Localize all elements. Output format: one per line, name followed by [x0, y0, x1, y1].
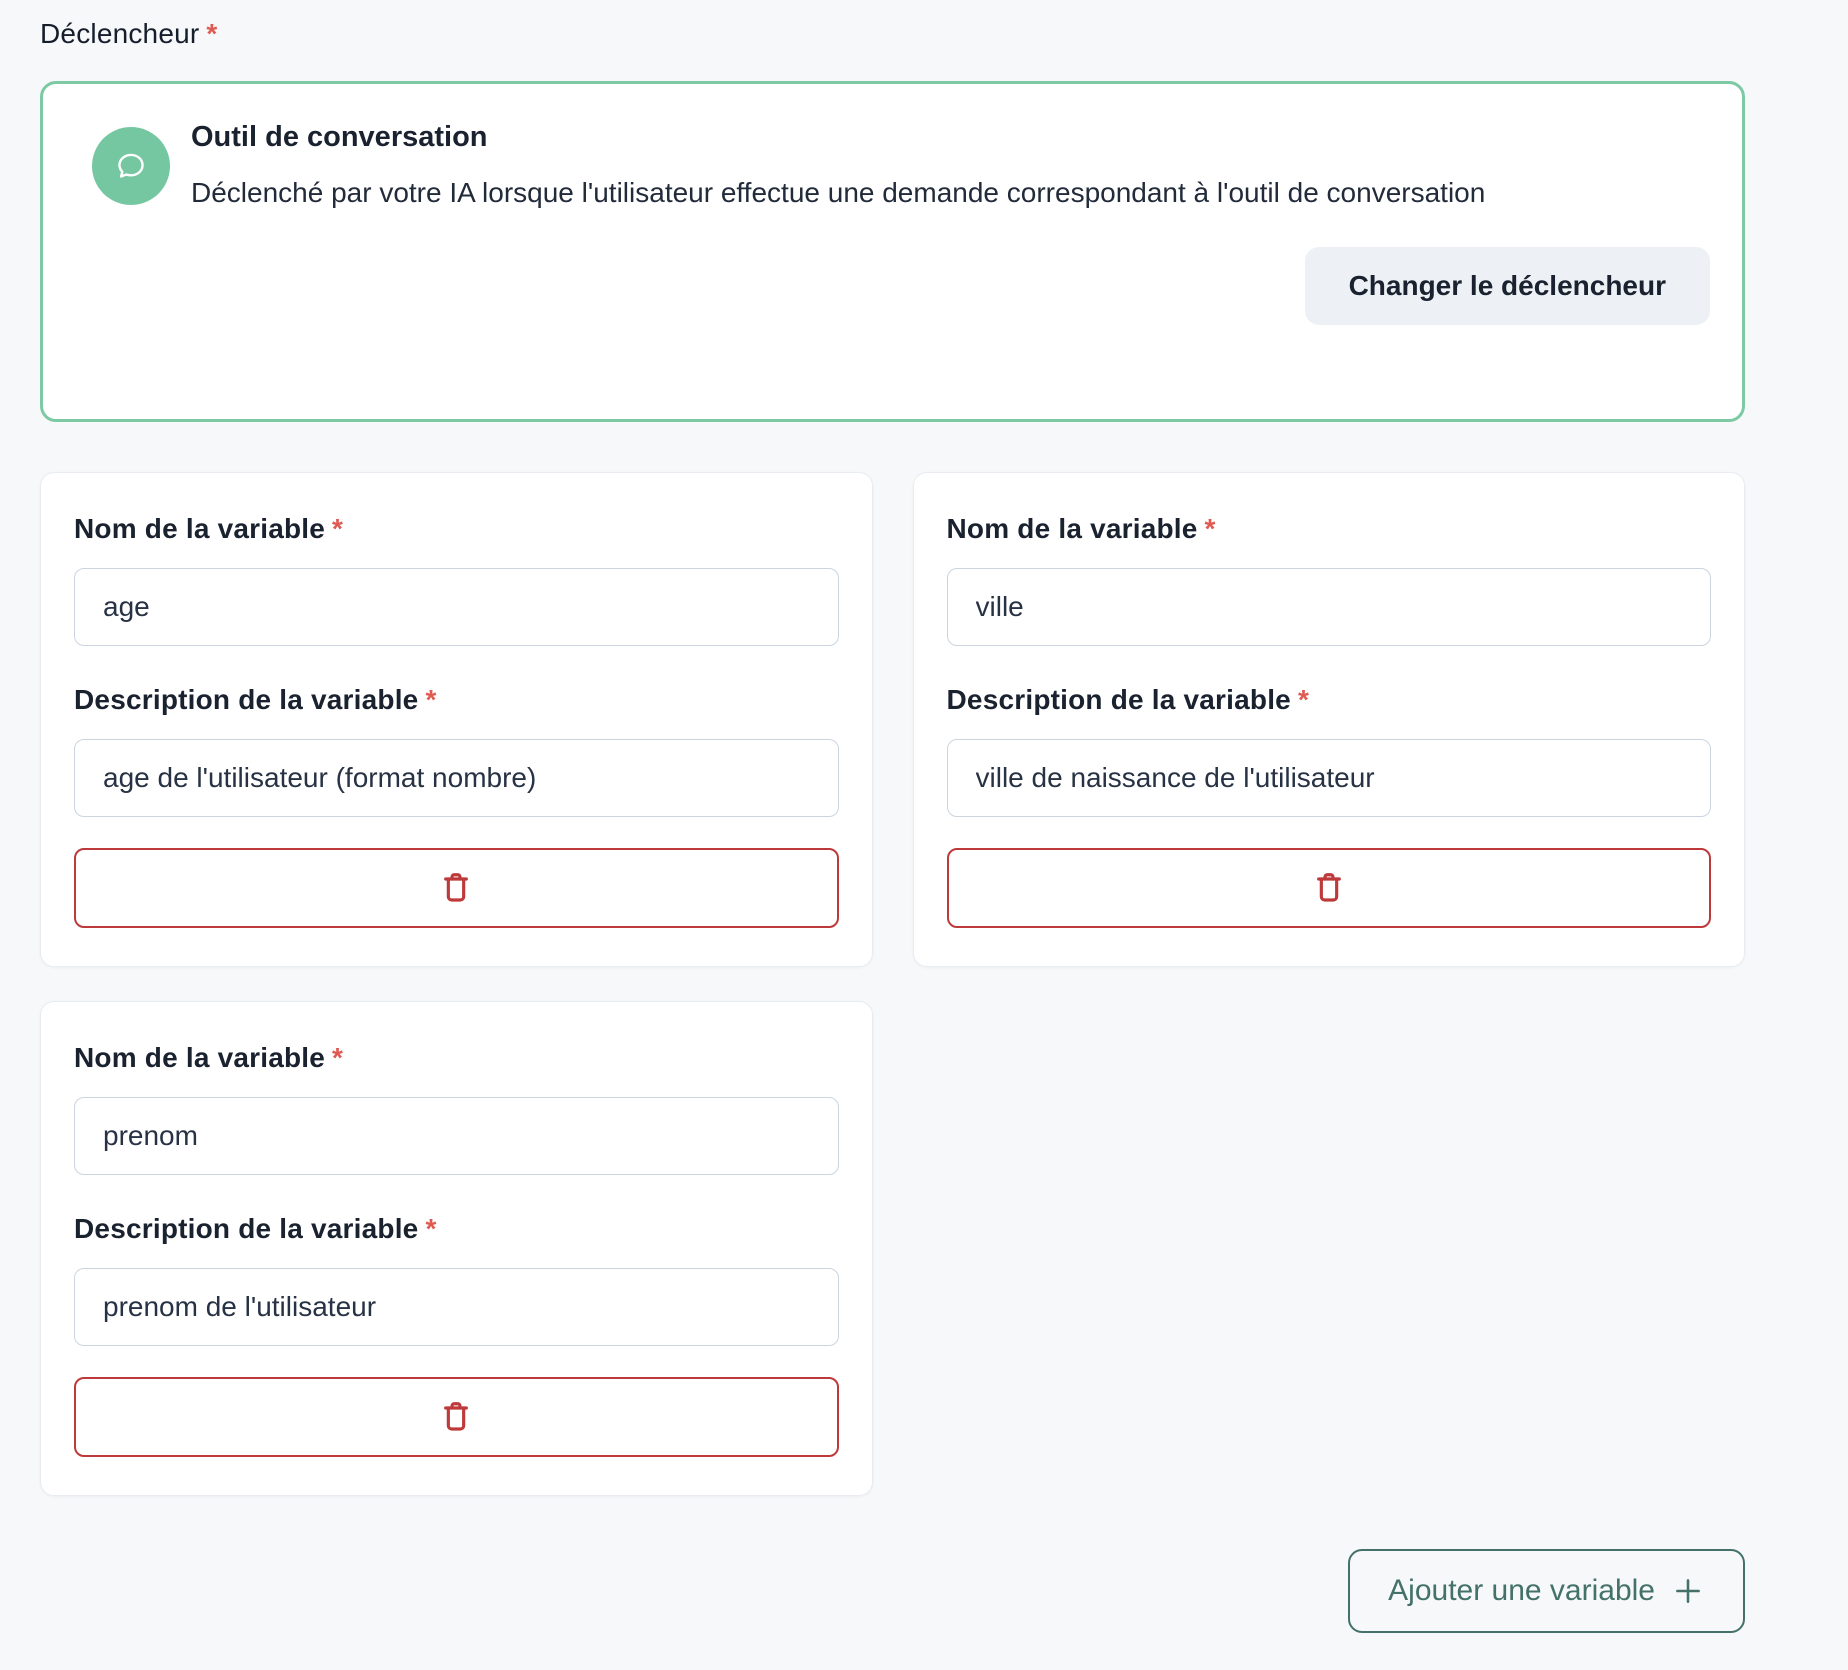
change-trigger-button[interactable]: Changer le déclencheur	[1305, 247, 1710, 325]
plus-icon	[1671, 1574, 1705, 1608]
trigger-description: Déclenché par votre IA lorsque l'utilisateur effectue une demande correspondant à l'outil de conversation	[191, 177, 1486, 208]
variables-settings-panel	[40, 18, 1745, 1633]
variable-name-input[interactable]	[74, 1097, 839, 1175]
variable-description-input[interactable]	[74, 1268, 839, 1346]
trigger-title: Outil de conversation	[191, 121, 488, 153]
delete-variable-button[interactable]	[74, 1377, 839, 1457]
required-asterisk: *	[425, 1213, 437, 1244]
variable-description-label: Description de la variable *	[74, 1213, 437, 1244]
trash-icon	[1309, 868, 1349, 908]
variables-grid	[40, 472, 1745, 1496]
variable-name-input[interactable]	[74, 568, 839, 646]
add-variable-button[interactable]	[1348, 1549, 1745, 1633]
trash-icon	[436, 868, 476, 908]
delete-variable-button[interactable]	[74, 848, 839, 928]
trigger-field-label-text: Déclencheur	[40, 18, 200, 49]
trash-icon	[436, 1397, 476, 1437]
variable-description-input[interactable]	[947, 739, 1712, 817]
variable-description-label: Description de la variable *	[74, 684, 437, 715]
required-asterisk: *	[206, 18, 218, 49]
required-asterisk: *	[1204, 513, 1216, 544]
variable-name-input[interactable]	[947, 568, 1712, 646]
empty-grid-cell	[913, 1001, 1746, 1496]
variable-description-label: Description de la variable *	[946, 684, 1310, 715]
variable-name-label: Nom de la variable *	[946, 513, 1216, 544]
variable-card-prenom	[40, 1001, 873, 1496]
required-asterisk: *	[1297, 684, 1310, 715]
trigger-field-label	[40, 18, 1745, 50]
delete-variable-button[interactable]	[947, 848, 1712, 928]
required-asterisk: *	[425, 684, 437, 715]
variable-card-ville	[913, 472, 1746, 967]
variable-description-input[interactable]	[74, 739, 839, 817]
chat-bubble-icon	[92, 127, 170, 205]
variable-card-age	[40, 472, 873, 967]
variable-name-label: Nom de la variable *	[74, 1042, 344, 1073]
add-variable-label: Ajouter une variable	[1388, 1574, 1655, 1607]
required-asterisk: *	[332, 1042, 344, 1073]
trigger-card	[40, 81, 1745, 422]
variable-name-label: Nom de la variable *	[74, 513, 344, 544]
required-asterisk: *	[332, 513, 344, 544]
